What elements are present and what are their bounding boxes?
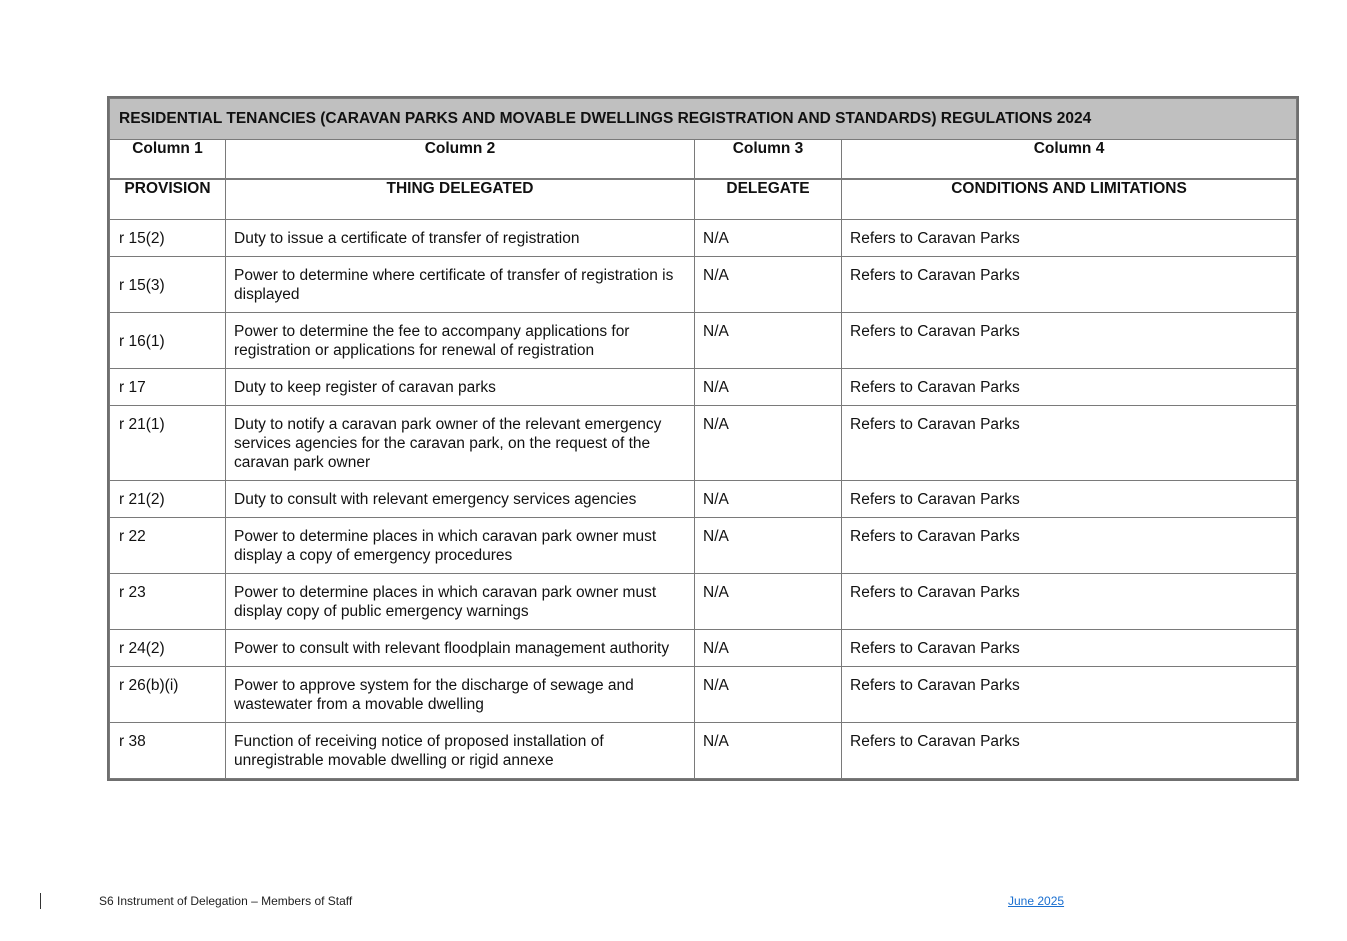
conditions-cell: Refers to Caravan Parks <box>842 406 1297 481</box>
provision-cell: r 23 <box>110 574 226 630</box>
footer-margin-bar <box>40 893 41 909</box>
table-row <box>110 667 1297 723</box>
thing-delegated-cell: Power to determine places in which caravan park owner must display a copy of emergency procedures <box>226 518 695 574</box>
provision-cell: r 15(2) <box>110 220 226 257</box>
column-number-3: Column 3 <box>695 140 842 180</box>
column-number-1: Column 1 <box>110 140 226 180</box>
thing-delegated-cell: Duty to keep register of caravan parks <box>226 369 695 406</box>
thing-delegated-cell: Function of receiving notice of proposed installation of unregistrable movable dwelling or rigid annexe <box>226 723 695 779</box>
conditions-cell: Refers to Caravan Parks <box>842 723 1297 779</box>
column-number-4: Column 4 <box>842 140 1297 180</box>
provision-cell: r 21(2) <box>110 481 226 518</box>
delegate-cell: N/A <box>695 518 842 574</box>
delegate-cell: N/A <box>695 369 842 406</box>
thing-delegated-cell: Duty to issue a certificate of transfer of registration <box>226 220 695 257</box>
column-header-provision: PROVISION <box>110 179 226 220</box>
delegate-cell: N/A <box>695 220 842 257</box>
column-number-2: Column 2 <box>226 140 695 180</box>
column-header-delegate: DELEGATE <box>695 179 842 220</box>
thing-delegated-cell: Duty to notify a caravan park owner of the relevant emergency services agencies for the caravan park, on the request of the caravan park owner <box>226 406 695 481</box>
table-row <box>110 723 1297 779</box>
delegate-cell: N/A <box>695 257 842 313</box>
table-row <box>110 369 1297 406</box>
provision-cell: r 26(b)(i) <box>110 667 226 723</box>
conditions-cell: Refers to Caravan Parks <box>842 667 1297 723</box>
delegate-cell: N/A <box>695 406 842 481</box>
provision-cell: r 17 <box>110 369 226 406</box>
provision-cell: r 15(3) <box>110 257 226 313</box>
conditions-cell: Refers to Caravan Parks <box>842 369 1297 406</box>
conditions-cell: Refers to Caravan Parks <box>842 518 1297 574</box>
table-row <box>110 257 1297 313</box>
conditions-cell: Refers to Caravan Parks <box>842 220 1297 257</box>
provision-cell: r 24(2) <box>110 630 226 667</box>
thing-delegated-cell: Duty to consult with relevant emergency services agencies <box>226 481 695 518</box>
table-row <box>110 481 1297 518</box>
thing-delegated-cell: Power to approve system for the discharge of sewage and wastewater from a movable dwelling <box>226 667 695 723</box>
conditions-cell: Refers to Caravan Parks <box>842 257 1297 313</box>
table-row <box>110 574 1297 630</box>
table-row <box>110 220 1297 257</box>
column-header-thing-delegated: THING DELEGATED <box>226 179 695 220</box>
thing-delegated-cell: Power to consult with relevant floodplain management authority <box>226 630 695 667</box>
delegate-cell: N/A <box>695 313 842 369</box>
footer-document-name: S6 Instrument of Delegation – Members of Staff <box>99 894 353 908</box>
conditions-cell: Refers to Caravan Parks <box>842 481 1297 518</box>
thing-delegated-cell: Power to determine where certificate of transfer of registration is displayed <box>226 257 695 313</box>
footer-date-link[interactable]: June 2025 <box>1008 894 1065 908</box>
provision-cell: r 38 <box>110 723 226 779</box>
thing-delegated-cell: Power to determine places in which caravan park owner must display copy of public emergency warnings <box>226 574 695 630</box>
conditions-cell: Refers to Caravan Parks <box>842 630 1297 667</box>
table-row <box>110 313 1297 369</box>
table-row <box>110 630 1297 667</box>
column-header-conditions: CONDITIONS AND LIMITATIONS <box>842 179 1297 220</box>
provision-cell: r 21(1) <box>110 406 226 481</box>
conditions-cell: Refers to Caravan Parks <box>842 574 1297 630</box>
delegate-cell: N/A <box>695 667 842 723</box>
delegate-cell: N/A <box>695 630 842 667</box>
delegate-cell: N/A <box>695 723 842 779</box>
delegate-cell: N/A <box>695 574 842 630</box>
table-row <box>110 518 1297 574</box>
thing-delegated-cell: Power to determine the fee to accompany applications for registration or applications for renewal of registration <box>226 313 695 369</box>
table-title: RESIDENTIAL TENANCIES (CARAVAN PARKS AND MOVABLE DWELLINGS REGISTRATION AND STANDARDS) REGULATIONS 2024 <box>110 99 1297 140</box>
conditions-cell: Refers to Caravan Parks <box>842 313 1297 369</box>
provision-cell: r 22 <box>110 518 226 574</box>
delegate-cell: N/A <box>695 481 842 518</box>
delegation-table <box>109 98 1297 779</box>
provision-cell: r 16(1) <box>110 313 226 369</box>
table-row <box>110 406 1297 481</box>
